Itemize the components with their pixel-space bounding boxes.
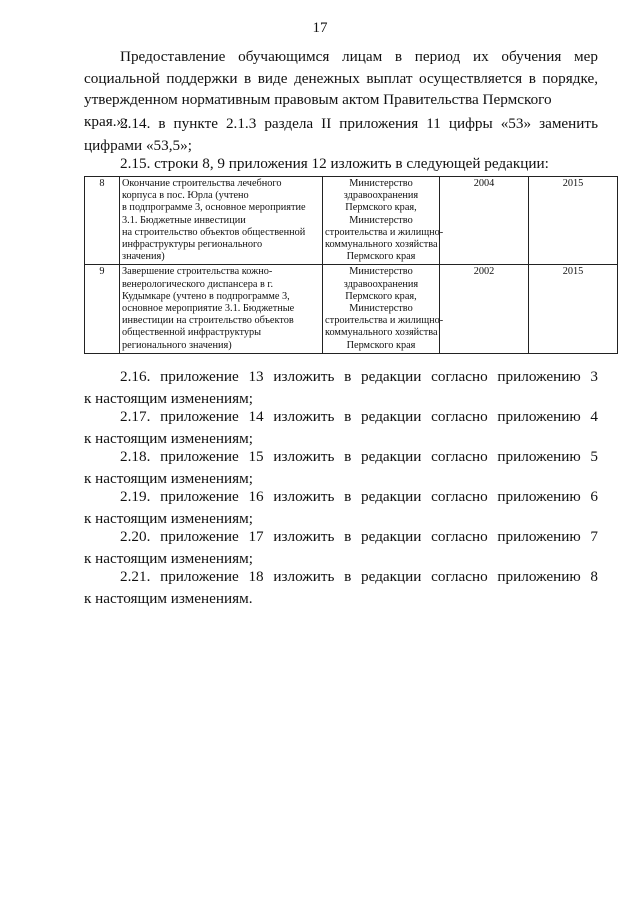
text-line: 2.16. приложение 13 изложить в редакции согласно приложению 3 xyxy=(120,368,598,385)
cell-line: Пермского края, xyxy=(345,290,417,302)
text-line: цифрами «53,5»; xyxy=(84,136,192,154)
cell-line: корпуса в пос. Юрла (учтено xyxy=(122,190,249,202)
paragraph-2-19 xyxy=(84,486,598,529)
page-number: 17 xyxy=(312,20,328,36)
cell-line: на строительство объектов общественной xyxy=(122,226,306,238)
cell-line: инфраструктуры регионального xyxy=(122,239,263,251)
text-line: 2.17. приложение 14 изложить в редакции согласно приложению 4 xyxy=(120,408,598,425)
cell-line: коммунального хозяйства xyxy=(325,327,438,339)
cell-line: коммунального хозяйства xyxy=(325,239,438,251)
cell-line: Завершение строительства кожно- xyxy=(122,266,273,278)
text-line: 2.18. приложение 15 изложить в редакции согласно приложению 5 xyxy=(120,448,598,465)
cell-line: строительства и жилищно- xyxy=(325,226,444,238)
paragraph-2-21 xyxy=(84,566,598,609)
object-name-cell xyxy=(120,177,323,265)
cell-line: 3.1. Бюджетные инвестиции xyxy=(122,214,246,226)
table-row xyxy=(85,265,618,353)
cell-line: регионального значения) xyxy=(122,339,232,351)
cell-line: Министерство xyxy=(349,214,413,226)
text-line: 2.14. в пункте 2.1.3 раздела II приложения 11 цифры «53» заменить xyxy=(120,115,598,132)
cell-line: Пермского края xyxy=(346,339,416,351)
row-number: 9 xyxy=(85,265,120,353)
paragraph-2-18 xyxy=(84,446,598,489)
cell-line: здравоохранения xyxy=(343,278,419,290)
cell-line: общественной инфраструктуры xyxy=(122,327,262,339)
responsible-cell xyxy=(323,177,444,265)
end-year-cell: 2015 xyxy=(529,177,618,265)
cell-line: инвестиции на строительство объектов xyxy=(122,315,294,327)
cell-line: Министерство xyxy=(349,303,413,315)
text-line: к настоящим изменениям; xyxy=(84,389,253,407)
cell-line: основное мероприятие 3.1. Бюджетные xyxy=(122,303,295,315)
cell-line: Министерство xyxy=(349,266,413,278)
text-line: социальной поддержки в виде денежных выплат осуществляется в порядке, xyxy=(84,69,598,87)
text-line: утвержденном нормативным правовым актом Правительства Пермского края.»; xyxy=(84,91,552,130)
paragraph-2-15 xyxy=(84,153,598,175)
text-line: Предоставление обучающимся лицам в период их обучения мер xyxy=(120,48,598,65)
text-line: 2.15. строки 8, 9 приложения 12 изложить в следующей редакции: xyxy=(120,155,549,172)
text-line: к настоящим изменениям. xyxy=(84,589,253,607)
cell-line: Пермского края xyxy=(346,251,416,263)
text-line: к настоящим изменениям; xyxy=(84,549,253,567)
cell-line: значения) xyxy=(122,251,165,263)
cell-line: Министерство xyxy=(349,178,413,189)
text-line: к настоящим изменениям; xyxy=(84,469,253,487)
text-line: 2.19. приложение 16 изложить в редакции согласно приложению 6 xyxy=(120,488,598,505)
start-year-cell: 2004 xyxy=(440,177,529,265)
row-number: 8 xyxy=(85,177,120,265)
text-line: к настоящим изменениям; xyxy=(84,509,253,527)
cell-line: венерологического диспансера в г. xyxy=(122,278,274,290)
cell-line: Кудымкаре (учтено в подпрограмме 3, xyxy=(122,290,290,302)
start-year-cell: 2002 xyxy=(440,265,529,353)
paragraph-2-16 xyxy=(84,366,598,409)
cell-line: строительства и жилищно- xyxy=(325,315,444,327)
replacement-rows-table xyxy=(84,176,618,354)
end-year-cell: 2015 xyxy=(529,265,618,353)
cell-line: в подпрограмме 3, основное мероприятие xyxy=(122,202,306,214)
paragraph-2-17 xyxy=(84,406,598,449)
cell-line: Окончание строительства лечебного xyxy=(122,178,282,189)
responsible-cell xyxy=(323,265,444,353)
table-row xyxy=(85,177,618,265)
paragraph-2-14 xyxy=(84,113,598,156)
paragraph-2-20 xyxy=(84,526,598,569)
text-line: к настоящим изменениям; xyxy=(84,429,253,447)
cell-line: здравоохранения xyxy=(343,190,419,202)
text-line: 2.21. приложение 18 изложить в редакции согласно приложению 8 xyxy=(120,568,598,585)
text-line: 2.20. приложение 17 изложить в редакции согласно приложению 7 xyxy=(120,528,598,545)
cell-line: Пермского края, xyxy=(345,202,417,214)
object-name-cell xyxy=(120,265,323,353)
